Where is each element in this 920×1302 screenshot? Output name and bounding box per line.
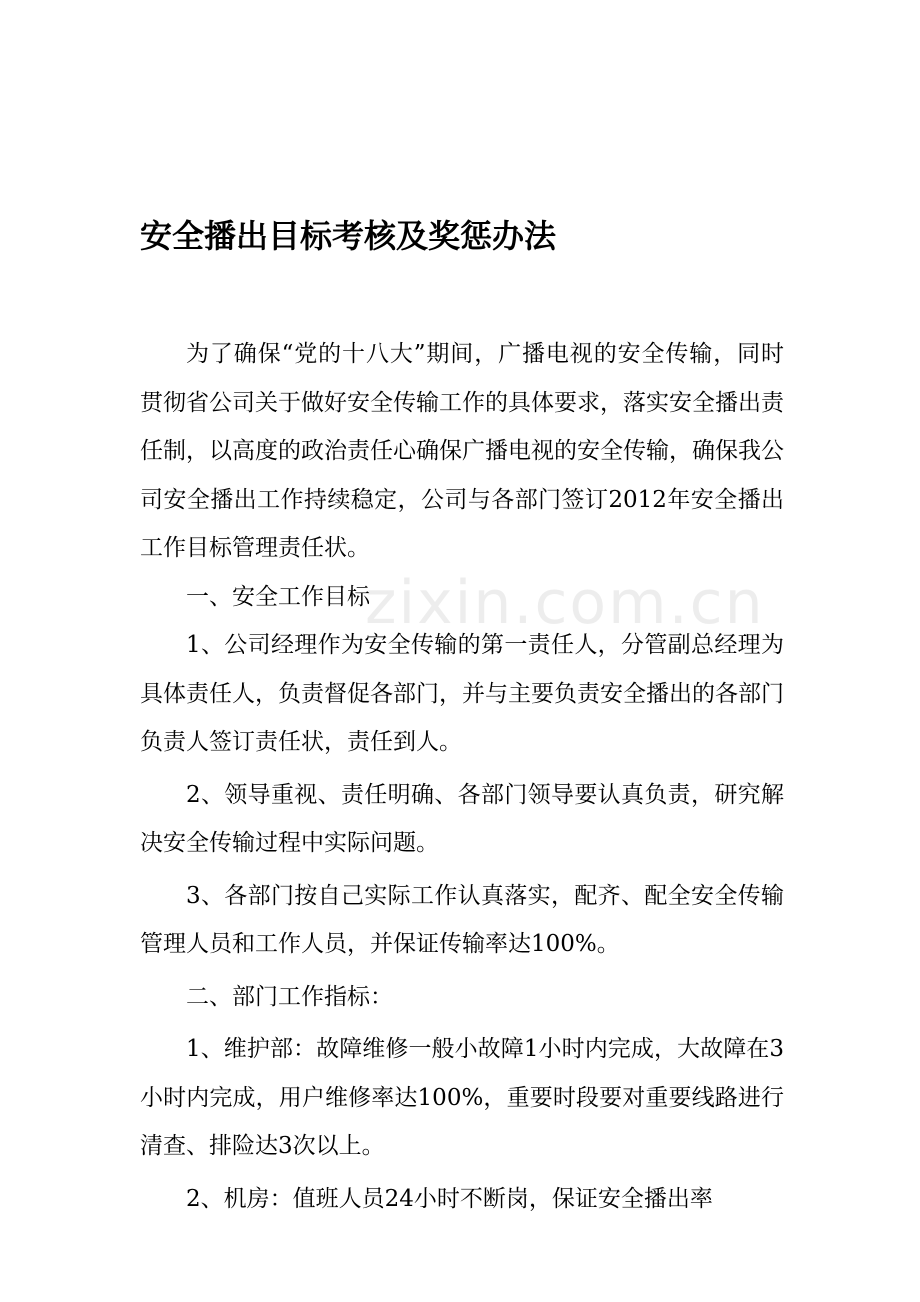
goal-item-2: 2、领导重视、责任明确、各部门领导要认真负责，研究解决安全传输过程中实际问题。	[140, 781, 784, 856]
document-title: 安全播出目标考核及奖惩办法	[140, 217, 557, 255]
goal-item-1: 1、公司经理作为安全传输的第一责任人，分管副总经理为具体责任人，负责督促各部门，并与主要负责安全播出的各部门负责人签订责任状，责任到人。	[140, 632, 784, 755]
section-heading-safety-goals: 一、安全工作目标	[186, 583, 370, 610]
section-heading-department-targets: 二、部门工作指标：	[186, 983, 393, 1010]
target-item-maintenance: 1、维护部：故障维修一般小故障1小时内完成，大故障在3小时内完成，用户维修率达100%，重要时段要对重要线路进行清查、排险达3次以上。	[140, 1036, 784, 1159]
goal-item-3: 3、各部门按自己实际工作认真落实，配齐、配全安全传输管理人员和工作人员，并保证传输率达100%。	[140, 882, 784, 957]
target-item-machine-room: 2、机房：值班人员24小时不断岗，保证安全播出率	[186, 1185, 713, 1212]
watermark: zixin.com.cn	[365, 568, 765, 638]
document-body	[140, 330, 784, 1223]
intro-paragraph: 为了确保“党的十八大”期间，广播电视的安全传输，同时贯彻省公司关于做好安全传输工作的具体要求，落实安全播出责任制，以高度的政治责任心确保广播电视的安全传输，确保我公司安全播出工作持续稳定，公司与各部门签订2012年安全播出工作目标管理责任状。	[140, 341, 784, 561]
